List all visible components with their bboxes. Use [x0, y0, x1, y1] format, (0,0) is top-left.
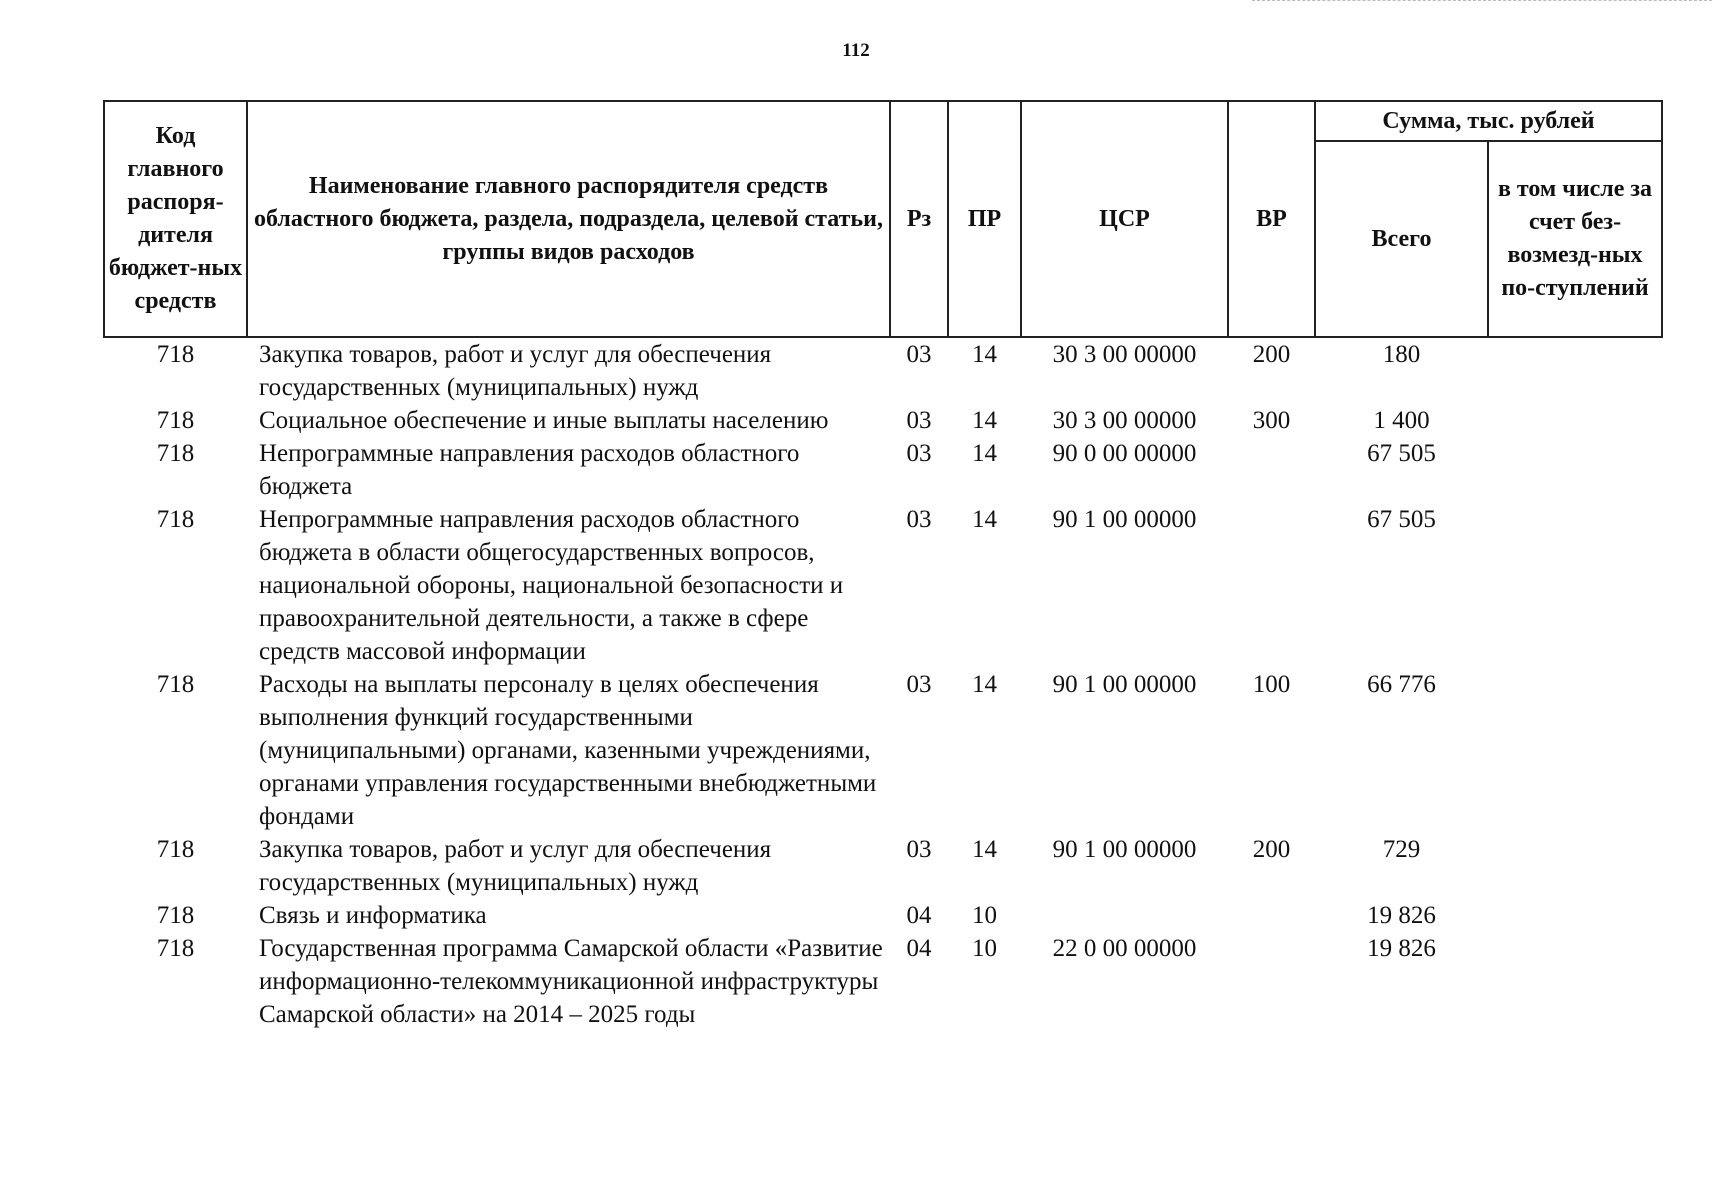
cell-code: 718 — [156, 440, 195, 467]
cell-rz: 03 — [906, 407, 932, 434]
cell-vr: 200 — [1252, 836, 1291, 863]
cell-rz: 04 — [906, 935, 932, 962]
cell-gratuitous — [1488, 337, 1662, 404]
cell-name: Расходы на выплаты персоналу в целях обеспечения выполнения функций государственными (муниципальными) органами, казенными учреждениями, органами управления государственными внебюджетными фондами — [259, 671, 877, 830]
cell-code: 718 — [156, 935, 195, 962]
header-rz: Рз — [890, 101, 948, 337]
cell-csr — [1021, 899, 1228, 932]
cell-code: 718 — [156, 671, 195, 698]
cell-vr — [1228, 932, 1315, 1031]
cell-gratuitous — [1488, 899, 1662, 932]
cell-pr: 10 — [972, 902, 997, 929]
cell-vr: 200 — [1252, 341, 1291, 368]
cell-total: 1 400 — [1373, 407, 1430, 434]
cell-vr — [1228, 503, 1315, 668]
cell-name: Государственная программа Самарской области «Развитие информационно-телекоммуникационной инфраструктуры Самарской области» на 2014 – 2025 годы — [259, 935, 883, 1028]
page-number: 112 — [842, 40, 870, 61]
cell-csr: 90 1 00 00000 — [1052, 671, 1197, 698]
cell-code: 718 — [156, 836, 195, 863]
cell-total: 19 826 — [1367, 935, 1436, 962]
cell-csr: 90 1 00 00000 — [1052, 836, 1197, 863]
cell-total: 66 776 — [1367, 671, 1436, 698]
cell-pr: 14 — [972, 440, 997, 467]
cell-pr: 14 — [972, 506, 997, 533]
header-name: Наименование главного распорядителя средств областного бюджета, раздела, подраздела, целевой статьи, группы видов расходов — [247, 101, 890, 337]
cell-name: Закупка товаров, работ и услуг для обеспечения государственных (муниципальных) нужд — [259, 836, 772, 896]
cell-csr: 90 1 00 00000 — [1052, 506, 1197, 533]
table-row — [104, 833, 1662, 899]
cell-total: 729 — [1382, 836, 1421, 863]
cell-csr: 90 0 00 00000 — [1052, 440, 1197, 467]
table-body — [104, 337, 1662, 1031]
header-code: Код главного распоря-дителя бюджет-ных средств — [104, 101, 247, 337]
table-row — [104, 337, 1662, 404]
cell-total: 67 505 — [1367, 440, 1436, 467]
cell-gratuitous — [1488, 404, 1662, 437]
cell-gratuitous — [1488, 503, 1662, 668]
cell-total: 67 505 — [1367, 506, 1436, 533]
table-row — [104, 404, 1662, 437]
budget-table — [103, 100, 1663, 1031]
scan-edge-line — [1252, 0, 1712, 3]
cell-rz: 03 — [906, 440, 932, 467]
cell-pr: 14 — [972, 671, 997, 698]
cell-gratuitous — [1488, 437, 1662, 503]
cell-vr — [1228, 437, 1315, 503]
cell-vr — [1228, 899, 1315, 932]
table-row — [104, 503, 1662, 668]
cell-rz: 03 — [906, 836, 932, 863]
header-vr: ВР — [1228, 101, 1315, 337]
cell-name: Непрограммные направления расходов областного бюджета в области общегосударственных вопросов, национальной обороны, национальной безопасности и правоохранительной деятельности, а также в сфере средств массовой информации — [259, 506, 844, 665]
cell-vr: 300 — [1252, 407, 1291, 434]
cell-pr: 14 — [972, 407, 997, 434]
table-row — [104, 668, 1662, 833]
cell-total: 19 826 — [1367, 902, 1436, 929]
table-row — [104, 437, 1662, 503]
cell-total: 180 — [1382, 341, 1421, 368]
table-header — [104, 101, 1662, 337]
header-total: Всего — [1315, 141, 1488, 337]
table-row — [104, 932, 1662, 1031]
table-row — [104, 899, 1662, 932]
cell-pr: 14 — [972, 341, 997, 368]
cell-gratuitous — [1488, 668, 1662, 833]
cell-rz: 03 — [906, 506, 932, 533]
cell-gratuitous — [1488, 932, 1662, 1031]
cell-rz: 04 — [906, 902, 932, 929]
cell-gratuitous — [1488, 833, 1662, 899]
header-sum: Сумма, тыс. рублей — [1315, 101, 1662, 141]
cell-name: Закупка товаров, работ и услуг для обеспечения государственных (муниципальных) нужд — [259, 341, 772, 401]
header-pr: ПР — [948, 101, 1021, 337]
cell-vr: 100 — [1252, 671, 1291, 698]
header-csr: ЦСР — [1021, 101, 1228, 337]
cell-code: 718 — [156, 407, 195, 434]
cell-pr: 14 — [972, 836, 997, 863]
cell-name: Связь и информатика — [259, 902, 487, 929]
cell-rz: 03 — [906, 341, 932, 368]
cell-name: Социальное обеспечение и иные выплаты населению — [259, 407, 829, 434]
header-gratuitous: в том числе за счет без-возмезд-ных по-ступлений — [1488, 141, 1662, 337]
cell-rz: 03 — [906, 671, 932, 698]
cell-csr: 30 3 00 00000 — [1052, 341, 1197, 368]
cell-code: 718 — [156, 341, 195, 368]
cell-name: Непрограммные направления расходов областного бюджета — [259, 440, 800, 500]
cell-code: 718 — [156, 902, 195, 929]
cell-code: 718 — [156, 506, 195, 533]
cell-csr: 22 0 00 00000 — [1052, 935, 1197, 962]
cell-csr: 30 3 00 00000 — [1052, 407, 1197, 434]
cell-pr: 10 — [972, 935, 997, 962]
